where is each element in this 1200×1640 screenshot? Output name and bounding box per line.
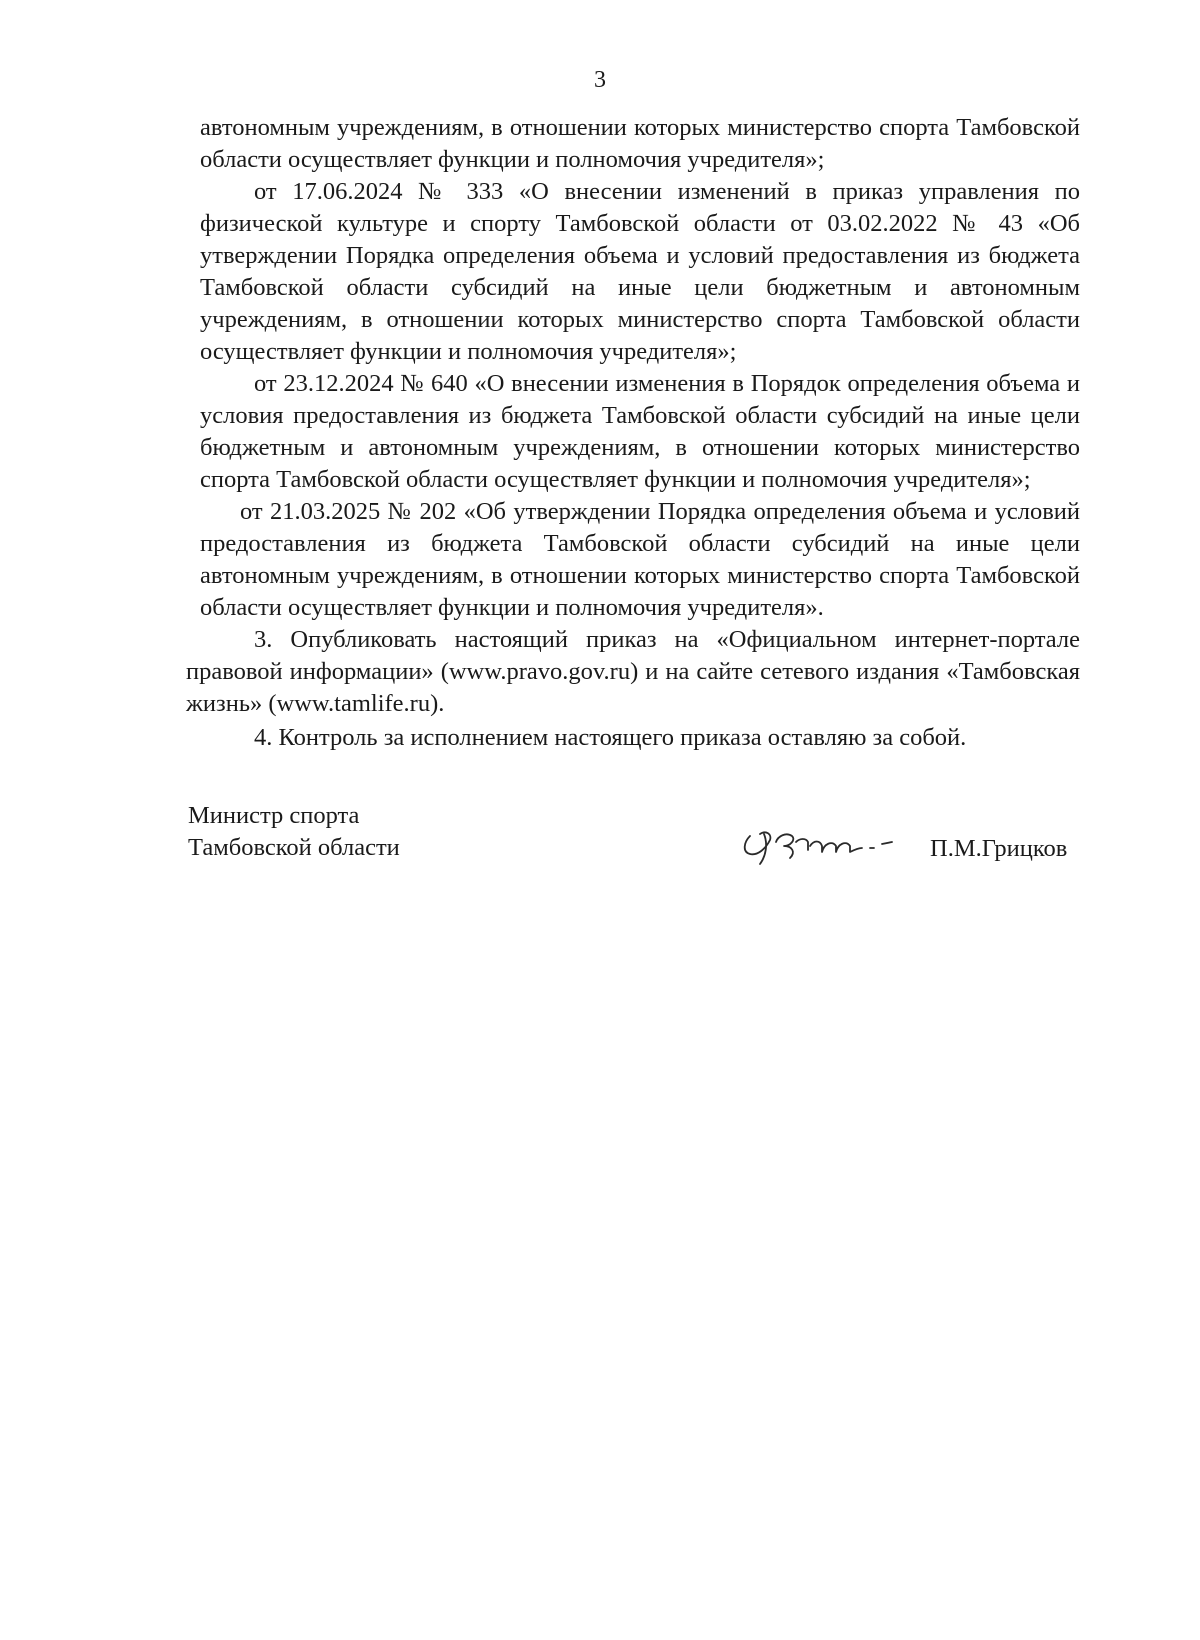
signature-block bbox=[188, 800, 1088, 880]
page-number: 3 bbox=[594, 67, 606, 93]
signer-title bbox=[188, 800, 508, 864]
handwritten-signature bbox=[736, 820, 916, 868]
paragraph-item-4-control: 4. Контроль за исполнением настоящего приказа оставляю за собой. bbox=[254, 724, 967, 751]
signer-position: Министр спорта bbox=[188, 802, 360, 829]
signer-name: П.М.Грицков bbox=[930, 835, 1068, 862]
paragraph-order-202: от 21.03.2025 № 202 «Об утверждении Порядка определения объема и условий предоставления из бюджета Тамбовской области субсидий на иные цели автономным учреждениям, в отношении которых министерство спорта Тамбовской области осуществляет функции и полномочия учредителя». bbox=[200, 498, 1080, 621]
paragraph-item-3-publish: 3. Опубликовать настоящий приказ на «Официальном интернет-портале правовой информации» (www.pravo.gov.ru) и на сайте сетевого издания «Тамбовская жизнь» (www.tamlife.ru). bbox=[186, 626, 1080, 717]
paragraph-continuation: автономным учреждениям, в отношении которых министерство спорта Тамбовской области осуществляет функции и полномочия учредителя»; bbox=[200, 114, 1080, 173]
signer-region: Тамбовской области bbox=[188, 834, 400, 861]
document-body bbox=[186, 112, 1080, 754]
paragraph-order-333: от 17.06.2024 № 333 «О внесении изменений в приказ управления по физической культуре и спорту Тамбовской области от 03.02.2022 № 43 «Об утверждении Порядка определения объема и условий предоставления из бюджета Тамбовской области субсидий на иные цели бюджетным и автономным учреждениям, в отношении которых министерство спорта Тамбовской области осуществляет функции и полномочия учредителя»; bbox=[200, 178, 1080, 365]
paragraph-order-640: от 23.12.2024 № 640 «О внесении изменения в Порядок определения объема и условия предоставления из бюджета Тамбовской области субсидий на иные цели бюджетным и автономным учреждениям, в отношении которых министерство спорта Тамбовской области осуществляет функции и полномочия учредителя»; bbox=[200, 370, 1080, 493]
